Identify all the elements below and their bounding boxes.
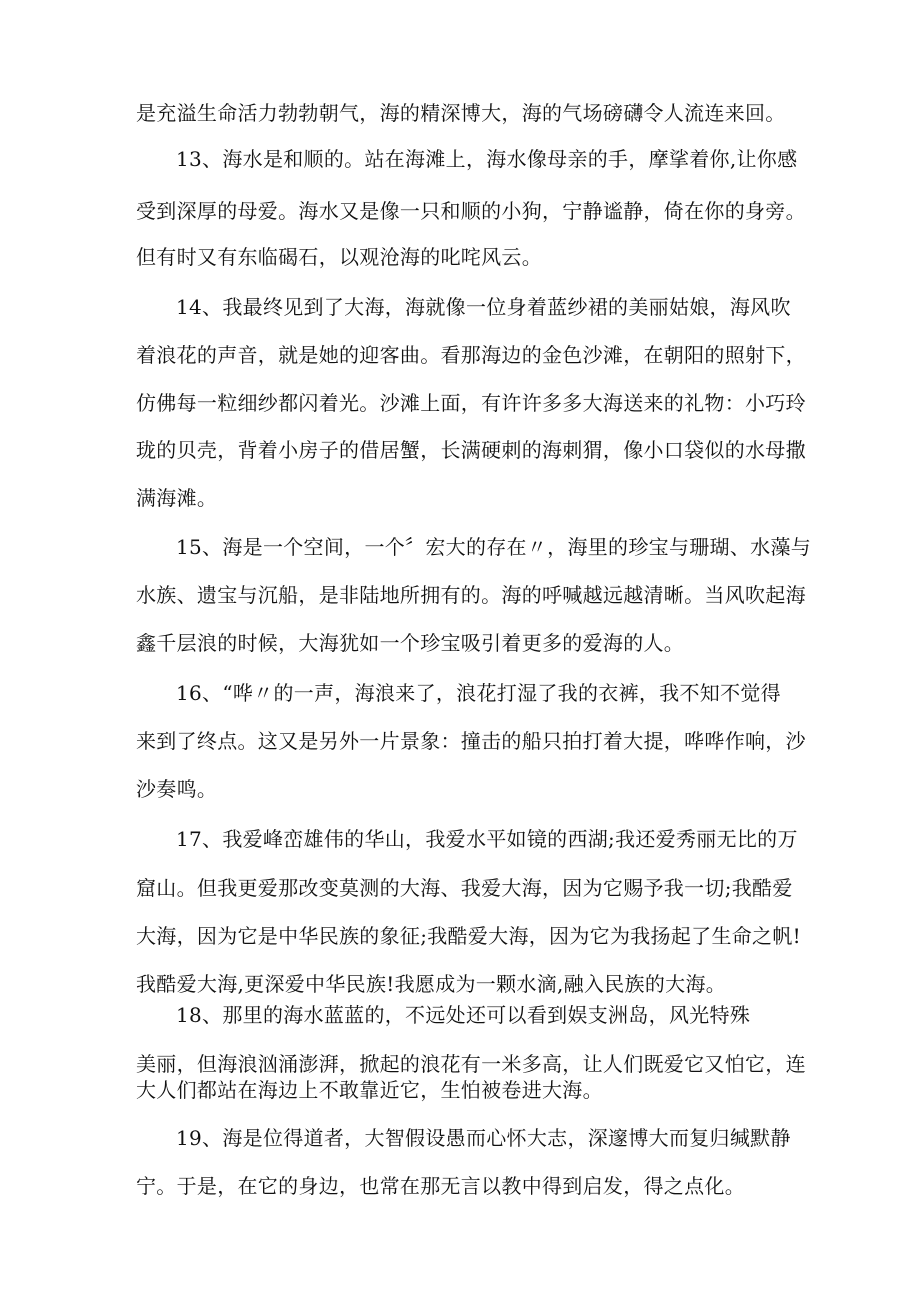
text-line: 宁。于是，在它的身边，也常在那无言以教中得到启发，得之点化。 <box>136 1174 745 1198</box>
text-line: 我酷爱大海,更深爱中华民族!我愿成为一颗水滴,融入民族的大海。 <box>136 972 727 996</box>
text-line: 沙奏鸣。 <box>136 777 218 801</box>
paragraph-15-line-1: 15、海是一个空间，一个〞宏大的存在〃，海里的珍宝与珊瑚、水藻与 <box>176 535 812 559</box>
text-line: 满海滩。 <box>136 486 218 510</box>
text-line: 珑的贝壳，背着小房子的借居蟹，长满硬刺的海刺猬，像小口袋似的水母撒 <box>136 438 806 462</box>
text-line: 大海，因为它是中华民族的象征;我酷爱大海，因为它为我扬起了生命之帆! <box>136 924 801 948</box>
paragraph-13-line-1: 13、海水是和顺的。站在海滩上，海水像母亲的手，摩挲着你,让你感 <box>176 147 798 171</box>
paragraph-14-line-1: 14、我最终见到了大海，海就像一位身着蓝纱裙的美丽姑娘，海风吹 <box>176 295 791 319</box>
text-line: 水族、遗宝与沉船，是非陆地所拥有的。海的呼喊越远越清晰。当风吹起海 <box>136 583 806 607</box>
paragraph-19-line-1: 19、海是位得道者，大智假设愚而心怀大志，深邃博大而复归缄默静 <box>176 1126 791 1150</box>
text-line: 来到了终点。这又是另外一片景象：撞击的船只拍打着大提，哗哗作响，沙 <box>136 729 806 753</box>
text-line: 是充溢生命活力勃勃朝气，海的精深博大，海的气场磅礴令人流连来回。 <box>136 101 786 125</box>
text-line: 窟山。但我更爱那改变莫测的大海、我爱大海，因为它赐予我一切;我酷爱 <box>136 876 793 900</box>
text-line: 但有时又有东临碣石，以观沧海的叱咤风云。 <box>136 245 542 269</box>
paragraph-17-line-1: 17、我爱峰峦雄伟的华山，我爱水平如镜的西湖;我还爱秀丽无比的万 <box>176 827 798 851</box>
paragraph-18-line-1: 18、那里的海水蓝蓝的，不远处还可以看到娱支洲岛，风光特殊 <box>176 1003 751 1027</box>
paragraph-16-line-1: 16、“哗〃的一声，海浪来了，浪花打湿了我的衣裤，我不知不觉得 <box>176 681 781 705</box>
text-line: 美丽，但海浪汹涌澎湃，掀起的浪花有一米多高，让人们既爱它又怕它，连 <box>136 1052 806 1076</box>
text-line: 鑫千层浪的时候，大海犹如一个珍宝吸引着更多的爱海的人。 <box>136 631 685 655</box>
text-line: 仿佛每一粒细纱都闪着光。沙滩上面，有许许多多大海送来的礼物：小巧玲 <box>136 391 806 415</box>
text-line: 大人们都站在海边上不敢靠近它，生怕被卷进大海。 <box>136 1078 603 1102</box>
text-line: 着浪花的声音，就是她的迎客曲。看那海边的金色沙滩，在朝阳的照射下， <box>136 343 806 367</box>
text-line: 受到深厚的母爱。海水又是像一只和顺的小狗，宁静谧静，倚在你的身旁。 <box>136 199 806 223</box>
